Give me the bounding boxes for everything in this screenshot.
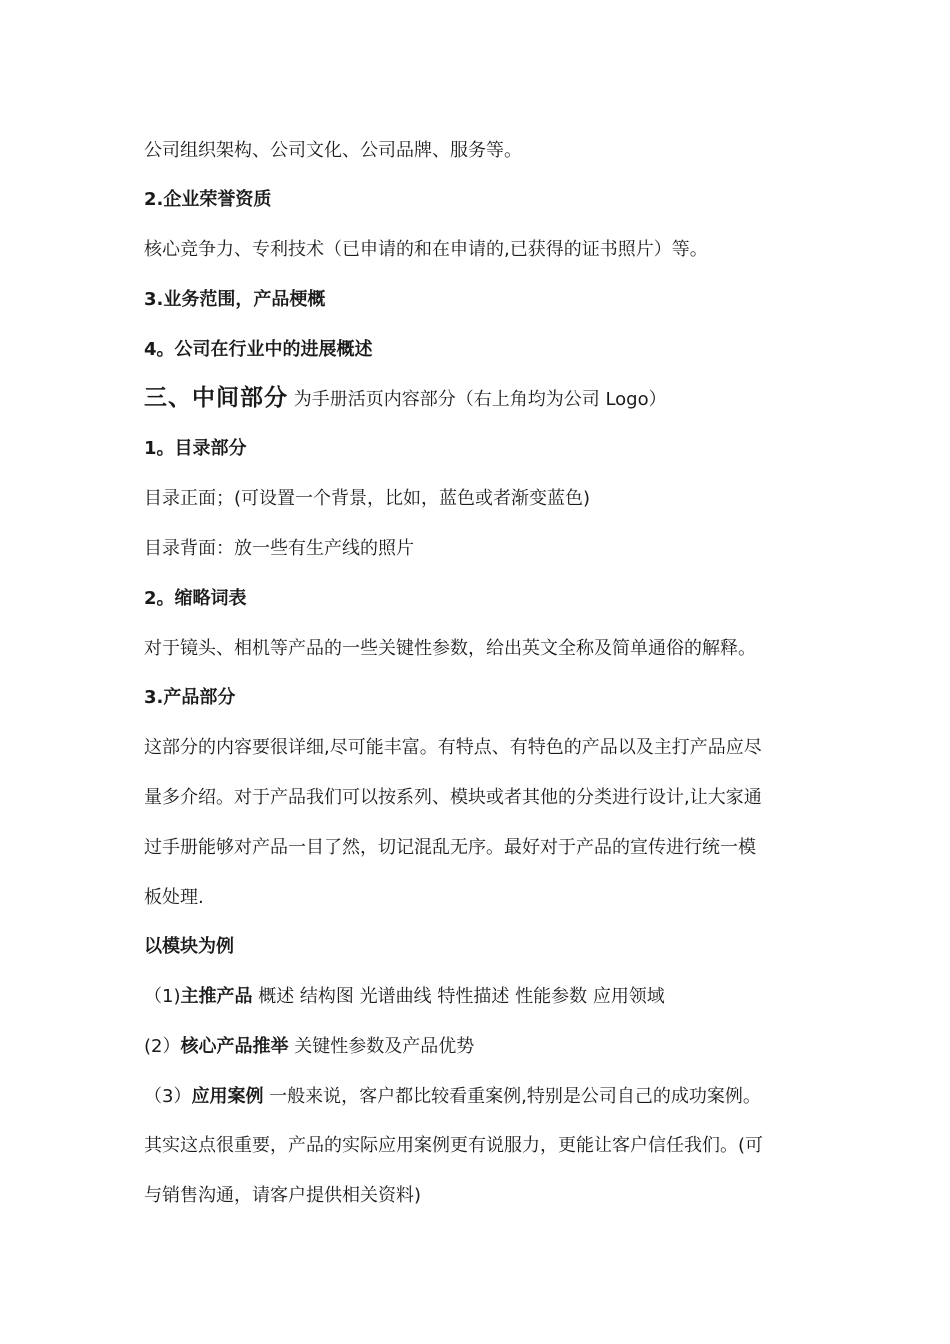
paragraph-cases-line2: 其实这点很重要，产品的实际应用案例更有说服力，更能让客户信任我们。(可 bbox=[144, 1135, 764, 1156]
list-item-text: 一般来说，客户都比较看重案例,特别是公司自己的成功案例。 bbox=[263, 1086, 761, 1107]
section-heading-title: 三、中间部分 bbox=[144, 385, 288, 411]
heading-module-example: 以模块为例 bbox=[144, 936, 234, 957]
paragraph-toc-back: 目录背面：放一些有生产线的照片 bbox=[144, 538, 414, 559]
paragraph-toc-front: 目录正面；(可设置一个背景，比如，蓝色或者渐变蓝色) bbox=[144, 488, 591, 509]
list-item-text: 关键性参数及产品优势 bbox=[288, 1036, 475, 1057]
heading-honors: 2.企业荣誉资质 bbox=[144, 189, 272, 210]
paragraph-products-line3: 过手册能够对产品一目了然，切记混乱无序。最好对于产品的宣传进行统一模 bbox=[144, 837, 756, 858]
heading-glossary: 2。缩略词表 bbox=[144, 588, 247, 609]
list-item-text: 概述 结构图 光谱曲线 特性描述 性能参数 应用领域 bbox=[252, 986, 665, 1007]
list-item-main-products bbox=[144, 985, 824, 1009]
list-item-application-cases bbox=[144, 1085, 824, 1109]
list-item-title: 核心产品推举 bbox=[180, 1036, 289, 1057]
section-heading-middle bbox=[144, 386, 824, 412]
list-item-core-products bbox=[144, 1035, 824, 1059]
list-item-marker: （1) bbox=[144, 986, 181, 1007]
list-item-title: 主推产品 bbox=[180, 986, 253, 1007]
paragraph-products-line2: 量多介绍。对于产品我们可以按系列、模块或者其他的分类进行设计,让大家通 bbox=[144, 787, 762, 808]
heading-business-scope: 3.业务范围，产品梗概 bbox=[144, 289, 326, 310]
list-item-marker: （3） bbox=[144, 1086, 192, 1107]
section-heading-note: 为手册活页内容部分（右上角均为公司 Logo） bbox=[288, 389, 667, 410]
paragraph-products-line1: 这部分的内容要很详细,尽可能丰富。有特点、有特色的产品以及主打产品应尽 bbox=[144, 737, 762, 758]
list-item-title: 应用案例 bbox=[191, 1086, 264, 1107]
paragraph-glossary: 对于镜头、相机等产品的一些关键性参数，给出英文全称及简单通俗的解释。 bbox=[144, 638, 756, 659]
heading-products: 3.产品部分 bbox=[144, 687, 236, 708]
paragraph-core-competence: 核心竞争力、专利技术（已申请的和在申请的,已获得的证书照片）等。 bbox=[144, 239, 708, 260]
heading-industry-progress: 4。公司在行业中的进展概述 bbox=[144, 339, 373, 360]
paragraph-products-line4: 板处理. bbox=[144, 887, 204, 908]
heading-toc: 1。目录部分 bbox=[144, 438, 247, 459]
list-item-marker: (2） bbox=[144, 1036, 181, 1057]
paragraph-company-structure: 公司组织架构、公司文化、公司品牌、服务等。 bbox=[144, 140, 522, 161]
paragraph-cases-line3: 与销售沟通，请客户提供相关资料) bbox=[144, 1185, 422, 1206]
